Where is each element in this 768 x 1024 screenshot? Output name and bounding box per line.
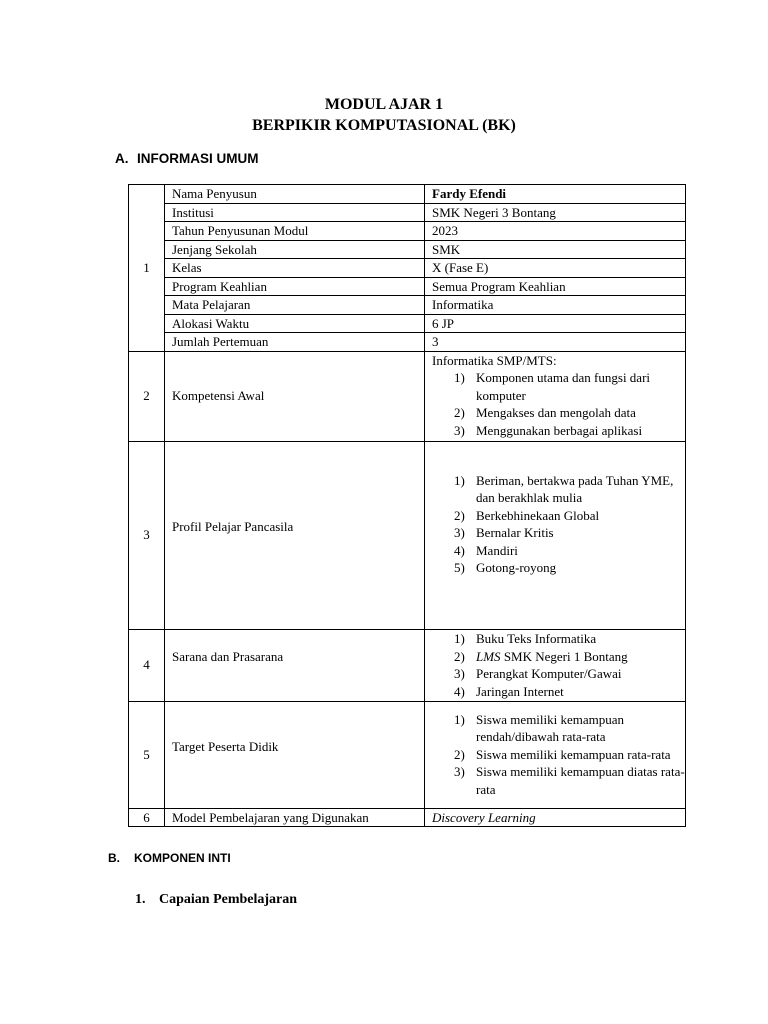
list-item <box>432 369 685 404</box>
list-number: 1) <box>454 472 465 488</box>
facility-list <box>432 630 685 700</box>
list-item <box>432 404 685 422</box>
list-item <box>432 559 685 577</box>
list-number: 3) <box>454 525 465 540</box>
list-number: 3) <box>454 764 465 780</box>
field-label: Tahun Penyusunan Modul <box>165 222 425 241</box>
field-value: Semua Program Keahlian <box>425 277 686 296</box>
section-b-heading <box>108 850 231 866</box>
list-text: Komponen utama dan fungsi dari komputer <box>476 370 651 403</box>
row-label: Sarana dan Prasarana <box>165 629 425 701</box>
table-row <box>129 701 686 808</box>
table-row <box>129 203 686 222</box>
table-row <box>129 351 686 441</box>
row-number: 6 <box>129 808 165 827</box>
table-row <box>129 222 686 241</box>
list-item <box>432 472 685 507</box>
subsection-number: 1. <box>135 892 146 907</box>
list-number: 2) <box>454 507 465 523</box>
field-value: 3 <box>425 333 686 352</box>
competence-list <box>432 369 685 439</box>
row-value: Discovery Learning <box>425 808 686 827</box>
table-row <box>129 185 686 204</box>
row-content <box>425 351 686 441</box>
section-a-label: INFORMASI UMUM <box>137 151 259 166</box>
list-number: 1) <box>454 631 465 646</box>
row-content <box>425 701 686 808</box>
list-item <box>432 763 685 798</box>
table-row <box>129 314 686 333</box>
list-text: Bernalar Kritis <box>476 525 554 540</box>
table-row <box>129 277 686 296</box>
list-number: 5) <box>454 560 465 575</box>
list-item <box>432 507 685 525</box>
field-value: SMK <box>425 240 686 259</box>
table-row <box>129 441 686 629</box>
table-row <box>129 808 686 827</box>
list-item <box>432 711 685 746</box>
field-label: Program Keahlian <box>165 277 425 296</box>
field-label: Mata Pelajaran <box>165 296 425 315</box>
list-number: 1) <box>454 370 465 385</box>
list-text: Siswa memiliki kemampuan diatas rata-rata <box>476 764 685 797</box>
row-number: 4 <box>129 629 165 701</box>
list-item <box>432 648 685 666</box>
list-text: SMK Negeri 1 Bontang <box>500 648 628 664</box>
list-item <box>432 665 685 683</box>
list-intro: Informatika SMP/MTS: <box>432 352 557 368</box>
list-number: 4) <box>454 683 465 699</box>
field-value: 2023 <box>425 222 686 241</box>
target-list <box>432 711 685 799</box>
row-content <box>425 629 686 701</box>
list-text: Perangkat Komputer/Gawai <box>476 666 622 681</box>
module-subtitle: BERPIKIR KOMPUTASIONAL (BK) <box>252 117 516 134</box>
list-number: 2) <box>454 648 465 664</box>
field-value: X (Fase E) <box>425 259 686 278</box>
list-text: Berkebhinekaan Global <box>476 507 600 523</box>
module-title: MODUL AJAR 1 <box>324 96 444 113</box>
field-label: Alokasi Waktu <box>165 314 425 333</box>
row-label: Model Pembelajaran yang Digunakan <box>165 808 425 827</box>
subsection-heading <box>135 891 297 909</box>
row-label: Kompetensi Awal <box>165 351 425 441</box>
field-value: SMK Negeri 3 Bontang <box>425 203 686 222</box>
row-number: 1 <box>129 185 165 352</box>
row-number: 3 <box>129 441 165 629</box>
section-a-number: A. <box>115 151 129 166</box>
list-text: Menggunakan berbagai aplikasi <box>476 422 643 438</box>
list-number: 3) <box>454 422 465 438</box>
section-b-label: KOMPONEN INTI <box>134 851 231 865</box>
field-label: Institusi <box>165 203 425 222</box>
list-item <box>432 683 685 701</box>
field-value: 6 JP <box>425 314 686 333</box>
list-item <box>432 524 685 542</box>
list-item <box>432 422 685 440</box>
list-item <box>432 542 685 560</box>
table-row <box>129 296 686 315</box>
list-number: 3) <box>454 666 465 681</box>
table-row <box>129 259 686 278</box>
subsection-label: Capaian Pembelajaran <box>159 892 298 907</box>
row-number: 2 <box>129 351 165 441</box>
list-text: Beriman, bertakwa pada Tuhan YME, dan berakhlak mulia <box>476 472 674 505</box>
row-label: Profil Pelajar Pancasila <box>165 441 425 629</box>
row-number: 5 <box>129 701 165 808</box>
list-item <box>432 746 685 764</box>
field-value: Fardy Efendi <box>425 185 686 204</box>
list-number: 2) <box>454 746 465 762</box>
section-a-heading <box>115 150 259 168</box>
profile-list <box>432 472 685 577</box>
list-text: Mengakses dan mengolah data <box>476 405 636 420</box>
list-number: 1) <box>454 711 465 727</box>
row-label: Target Peserta Didik <box>165 701 425 808</box>
list-text: Buku Teks Informatika <box>476 631 597 646</box>
table-row <box>129 629 686 701</box>
general-info-table <box>128 184 686 827</box>
row-content <box>425 441 686 629</box>
list-text: Mandiri <box>476 542 518 558</box>
list-item <box>432 630 685 648</box>
section-b-number: B. <box>108 851 120 865</box>
table-row <box>129 240 686 259</box>
list-text: Siswa memiliki kemampuan rendah/dibawah rata-rata <box>476 711 625 745</box>
list-text-italic: LMS <box>476 648 501 664</box>
field-value: Informatika <box>425 296 686 315</box>
table-row <box>129 333 686 352</box>
list-text: Jaringan Internet <box>476 683 564 699</box>
list-number: 2) <box>454 405 465 420</box>
field-label: Jenjang Sekolah <box>165 240 425 259</box>
list-text: Siswa memiliki kemampuan rata-rata <box>476 746 671 762</box>
field-label: Kelas <box>165 259 425 278</box>
list-text: Gotong-royong <box>476 560 557 575</box>
list-number: 4) <box>454 542 465 558</box>
field-label: Nama Penyusun <box>165 185 425 204</box>
field-label: Jumlah Pertemuan <box>165 333 425 352</box>
